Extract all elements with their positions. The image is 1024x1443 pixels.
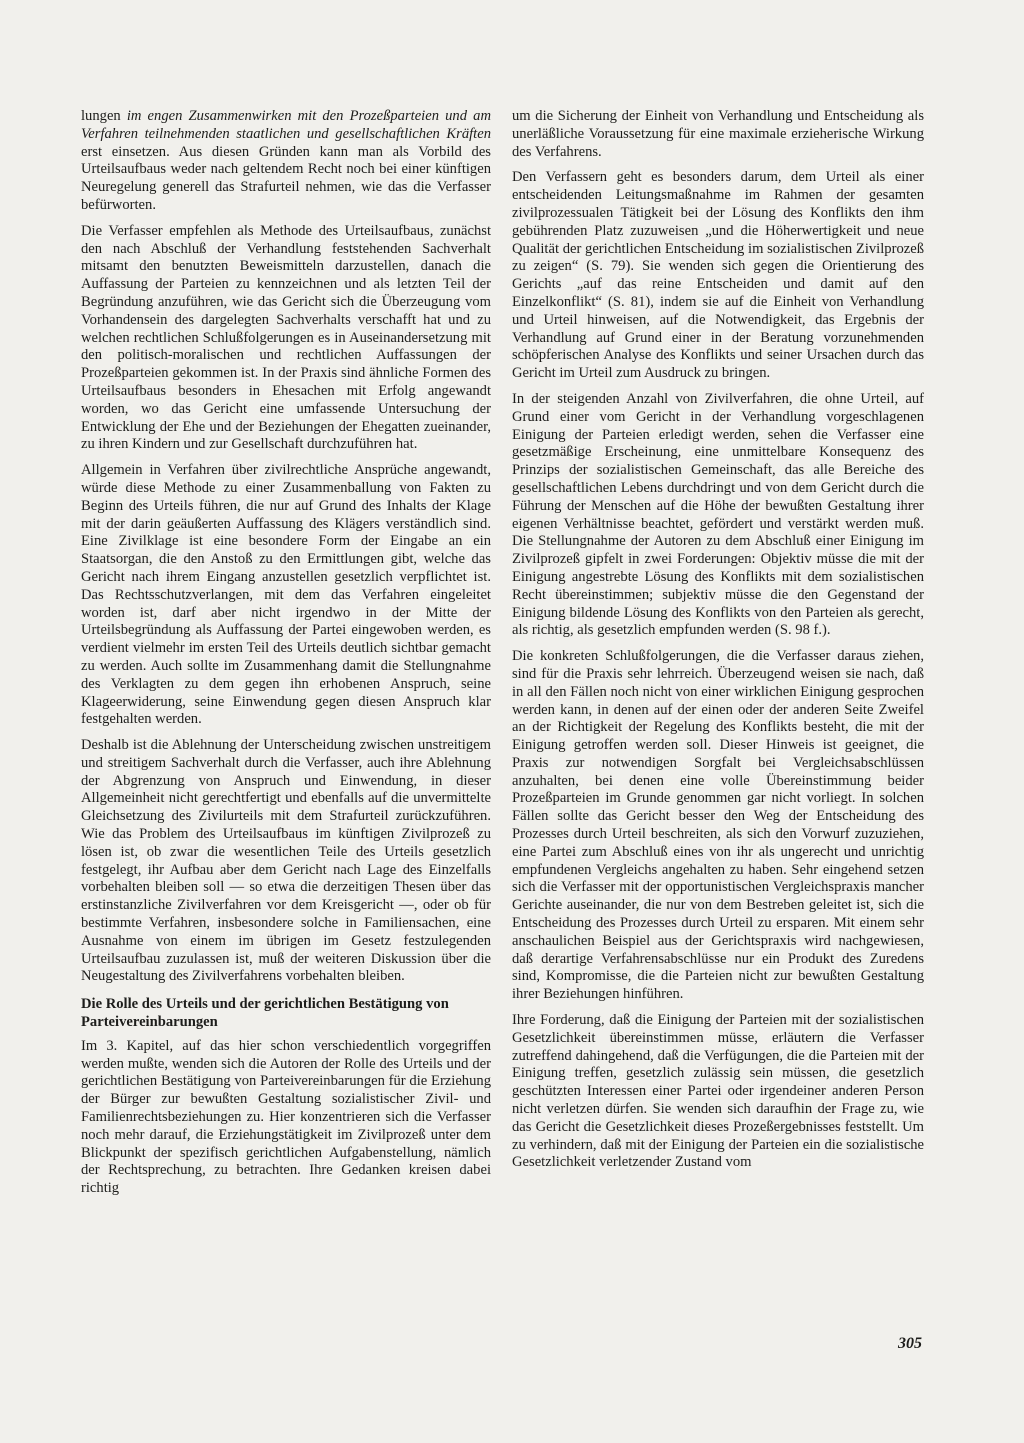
paragraph: um die Sicherung der Einheit von Verhandlung und Entscheidung als unerläßliche Voraussetzung für eine maximale erzieherische Wirkung des Verfahrens. — [512, 108, 924, 160]
paragraph: Deshalb ist die Ablehnung der Unterscheidung zwischen unstreitigem und streitigem Sachverhalt durch die Verfasser, auch ihre Ablehnung der Abgrenzung von Anspruch und Einwendung, in dieser Allgemeinheit nicht gerechtfertigt und ebenfalls auf die unvermittelte Gleichsetzung des Zivilurteils mit dem Strafurteil zurückzuführen. Wie das Problem des Urteilsaufbaus im künftigen Zivilprozeß zu lösen ist, ob zwar die wesentlichen Teile des Urteils gesetzlich festgelegt, ihr Aufbau aber dem Gericht nach Lage des Einzelfalls vorbehalten bleiben soll — so etwa die derzeitigen Thesen über das erstinstanzliche Zivilverfahren vor dem Kreisgericht —, oder ob für bestimmte Verfahren, insbesondere solche in Familiensachen, eine Ausnahme von einem im übrigen im Gesetz festzulegenden Urteilsaufbau zuzulassen ist, muß der weiteren Diskussion über die Neugestaltung des Zivilverfahrens vorbehalten bleiben. — [81, 737, 491, 985]
paragraph: Im 3. Kapitel, auf das hier schon verschiedentlich vorgegriffen werden mußte, wenden sich die Autoren der Rolle des Urteils und der gerichtlichen Bestätigung von Parteivereinbarungen für die Erziehung der Bürger zur bewußten Gestaltung sozialistischer Zivil- und Familienrechtsbeziehungen zu. Hier konzentrieren sich die Verfasser noch mehr darauf, die Erziehungstätigkeit im Zivilprozeß unter dem Blickpunkt der spezifisch gerichtlichen Aufgabenstellung, nämlich der Rechtsprechung, zu betrachten. Ihre Gedanken kreisen dabei richtig — [81, 1037, 491, 1197]
page-number: 305 — [898, 1335, 922, 1352]
right-column — [512, 108, 924, 1180]
paragraph: In der steigenden Anzahl von Zivilverfahren, die ohne Urteil, auf Grund einer vom Gericht in der Verhandlung vorgeschlagenen Einigung der Parteien erledigt werden, sehen die Verfasser eine gesetzmäßige Erscheinung, eine unmittelbare Konsequenz des Prinzips der sozialistischen Gemeinschaft, das alle Bereiche des gesellschaftlichen Lebens durchdringt und von dem Gericht durch die Führung der Menschen auf die Höhe der bewußten Gestaltung ihrer eigenen Verhältnisse beachtet, gefördert und verstärkt werden muß. Die Stellungnahme der Autoren zu dem Abschluß einer Einigung im Zivilprozeß gipfelt in zwei Forderungen: Objektiv müsse die mit der Einigung angestrebte Lösung des Konflikts mit dem sozialistischen Recht übereinstimmen; subjektiv müsse die den Gegenstand der Einigung bildende Lösung des Konflikts von den Parteien als gerecht, als richtig, als gesetzlich empfunden werden (S. 98 f.). — [512, 390, 924, 639]
paragraph: Allgemein in Verfahren über zivilrechtliche Ansprüche angewandt, würde diese Methode zu einer Zusammenballung von Fakten zu Beginn des Urteils führen, die nur auf Grund des Inhalts der Klage mit der darin geäußerten Auffassung des Klägers verständlich sind. Eine Zivilklage ist eine besondere Form der Eingabe an ein Staatsorgan, die den Anstoß zu den Ermittlungen gibt, welche das Gericht nach ihrem Eingang anzustellen gesetzlich verpflichtet ist. Das Rechtsschutzverlangen, mit dem das Verfahren eingeleitet worden ist, darf aber nicht irgendwo in der Mitte der Urteilsbegründung als Auffassung der Partei eingewoben werden, es verdient vielmehr im ersten Teil des Urteils deutlich sichtbar gemacht zu werden. Auch sollte im Zusammenhang damit die Stellungnahme des Verklagten zu dem gegen ihn erhobenen Anspruch, seine Klageerwiderung, seine Einwendung gegen diesen Anspruch klar festgehalten werden. — [81, 462, 491, 728]
paragraph: Ihre Forderung, daß die Einigung der Parteien mit der sozialistischen Gesetzlichkeit übereinstimmen müsse, erläutern die Verfasser zutreffend dahingehend, daß die Verfügungen, die die Parteien mit der Einigung treffen, gesetzlich zulässig sein müssen, die gesetzlich geschützten Interessen einer Partei oder irgendeiner anderen Person nicht verletzen dürfen. Sie wenden sich daraufhin der Frage zu, wie das Gericht die Gesetzlichkeit dieses Prozeßergebnisses feststellt. Um zu verhindern, daß mit der Einigung der Parteien ein die sozialistische Gesetzlichkeit verletzender Zustand vom — [512, 1012, 924, 1171]
paragraph-text: erst einsetzen. Aus diesen Gründen kann man als Vorbild des Urteilsaufbaus weder nach geltendem Recht noch bei einer künftigen Neuregelung generell das Strafurteil nehmen, wie das die Verfasser befürworten. — [81, 143, 491, 213]
paragraph: Den Verfassern geht es besonders darum, dem Urteil als einer entscheidenden Leitungsmaßnahme im Rahmen der gesamten zivilprozessualen Tätigkeit bei der Lösung des Konflikts den ihm gebührenden Platz zuzuweisen „und die Höherwertigkeit und neue Qualität der gerichtlichen Entscheidung im sozialistischen Zivilprozeß zu zeigen“ (S. 79). Sie wenden sich gegen die Orientierung des Gerichts „auf das reine Entscheiden und damit auf den Einzelkonflikt“ (S. 81), indem sie auf die Einheit von Verhandlung und Urteil hinweisen, auf die Notwendigkeit, das Ergebnis der Verhandlung auf Grund einer in der Beratung vorzunehmenden schöpferischen Analyse des Konflikts und seiner Ursachen durch das Gericht im Urteil zum Ausdruck zu bringen. — [512, 169, 924, 382]
left-column — [81, 108, 491, 1206]
paragraph: Die konkreten Schlußfolgerungen, die die Verfasser daraus ziehen, sind für die Praxis sehr lehrreich. Überzeugend weisen sie nach, daß in all den Fällen noch nicht von einer wirklichen Einigung gesprochen werden kann, in denen auf der einen oder der anderen Seite Zweifel an der Richtigkeit der Regelung des Konflikts besteht, die mit der Einigung getroffen werden soll. Dieser Hinweis ist geeignet, die Praxis zur notwendigen Sorgfalt bei Vergleichsabschlüssen anzuhalten, bei denen eine volle Übereinstimmung beider Prozeßparteien im Grunde genommen gar nicht vorliegt. In solchen Fällen sollte das Gericht besser den Weg der Entscheidung des Prozesses durch Urteil beschreiten, als sich den Vorwurf zuzuziehen, eine Partei zum Abschluß eines von ihr als ungerecht und unrichtig empfundenen Vergleichs angehalten zu haben. Sehr eingehend setzen sich die Verfasser mit der opportunistischen Vergleichspraxis mancher Gerichte auseinander, die nur von dem Bestreben geleitet ist, sich die Entscheidung des Prozesses durch Urteil zu ersparen. Mit einem sehr anschaulichen Beispiel aus der Gerichtspraxis wird nachgewiesen, daß derartige Verfahrensabschlüsse nur ein Produkt des Zuredens sind, Kompromisse, die die Parteien nicht zur bewußten Gestaltung ihrer Beziehungen hinführen. — [512, 648, 924, 1003]
paragraph-text: lungen — [81, 108, 127, 124]
paragraph — [81, 108, 491, 215]
section-heading: Die Rolle des Urteils und der gerichtlichen Bestätigung von Parteivereinbarungen — [81, 996, 449, 1031]
paragraph: Die Verfasser empfehlen als Methode des Urteilsaufbaus, zunächst den nach Abschluß der Verhandlung feststehenden Sachverhalt mitsamt den benutzten Beweismitteln darzustellen, danach die Auffassung der Parteien zu kennzeichnen und als letzten Teil der Begründung anzuführen, wie das Gericht sich die Überzeugung vom Vorhandensein des dargelegten Sachverhalts verschafft hat und zu welchen rechtlichen Schlußfolgerungen es in Auseinandersetzung mit den politisch-moralischen und rechtlichen Auffassungen der Prozeßparteien gekommen ist. In der Praxis sind ähnliche Formen des Urteilsaufbaus besonders in Ehesachen mit Erfolg angewandt worden, wo das Gericht eine umfassende Untersuchung der Entwicklung der Ehe und der Beziehungen der Ehegatten zueinander, zu ihren Kindern und zur Gesellschaft durchzuführen hat. — [81, 222, 491, 453]
emphasized-text: im engen Zusammenwirken mit den Prozeßparteien und am Verfahren teilnehmenden staatlichen und gesellschaftlichen Kräften — [81, 108, 491, 142]
